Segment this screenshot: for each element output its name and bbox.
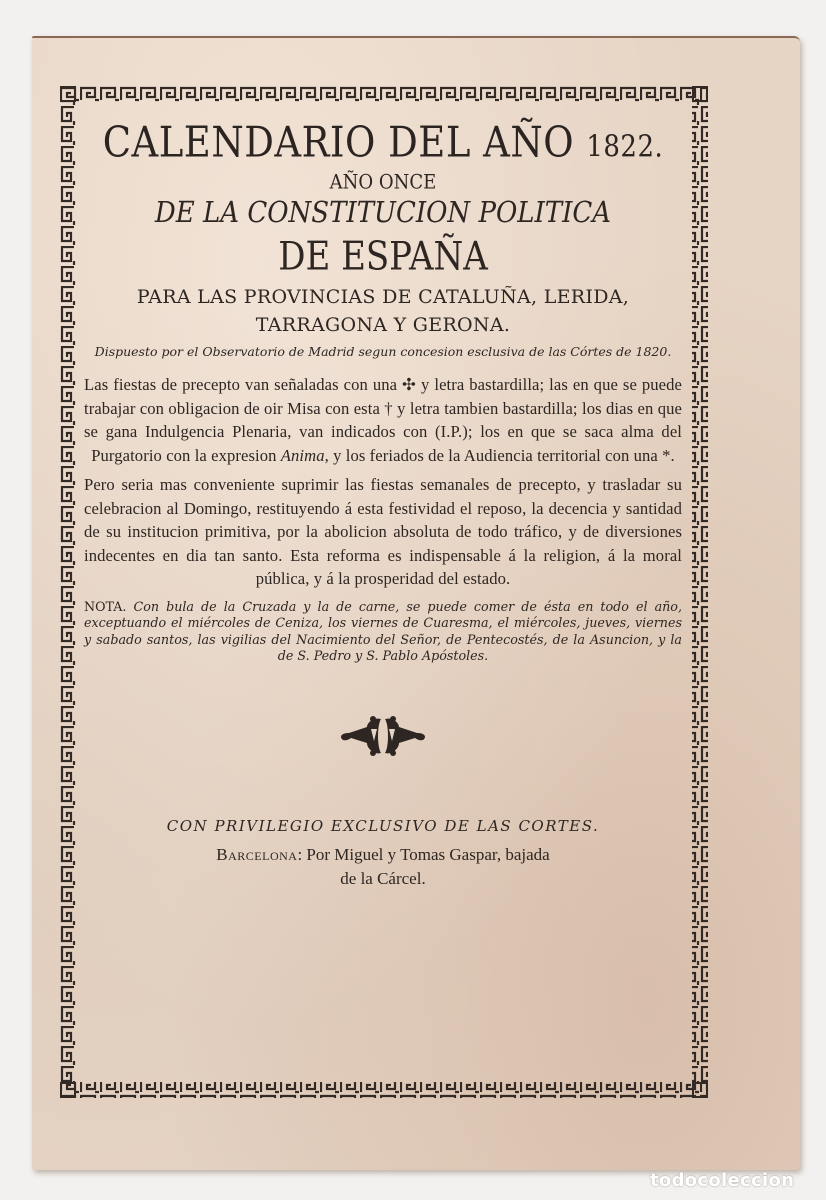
subtitle-espana: DE ESPAÑA [278, 234, 488, 280]
feast-legend-text-end: , y los feriados de la Audiencia territorial con una *. [324, 445, 675, 465]
anima-term: Anima [280, 445, 325, 465]
nota-paragraph [84, 599, 682, 665]
imprint-printer: : Por Miguel y Tomas Gaspar, bajada [297, 844, 550, 864]
title-text: CALENDARIO DEL AÑO [102, 117, 575, 167]
reform-paragraph: Pero seria mas conveniente suprimir las fiestas semanales de precepto, y trasladar su celebracion al Domingo, restituyendo á esta festividad el reposo, la decencia y santidad de su institucion primitiva, por la abolicion absoluta de todo tráfico, y de diversiones indecentes en dia tan santo. Esta reforma es indispensable á la religion, á la moral pública, y á la prosperidad del estado. [84, 475, 682, 588]
subtitle-ano-once: AÑO ONCE [329, 170, 437, 194]
imprint [84, 843, 682, 891]
nota-text: Con bula de la Cruzada y la de carne, se puede comer de ésta en todo el año, exceptuando el miércoles de Ceniza, los viernes de Cuaresma, el miércoles, jueves, viernes y sabado santos, las vigilias del Nacimiento del Señor, de Pentecostés, de la Asuncion, y la de S. Pedro y S. Pablo Apóstoles. [84, 598, 682, 664]
imprint-address: de la Cárcel. [340, 868, 426, 888]
provinces-line-2: TARRAGONA Y GERONA. [255, 314, 511, 336]
page-title [84, 119, 682, 172]
privilegio-line: CON PRIVILEGIO EXCLUSIVO DE LAS CORTES. [166, 816, 600, 835]
subtitle-constitucion: DE LA CONSTITUCION POLITICA [154, 196, 612, 230]
calendar-title-page [84, 100, 682, 891]
nota-label: NOTA. [84, 598, 127, 614]
watermark: todocoleccion [650, 1170, 795, 1191]
feast-legend-paragraph [84, 373, 682, 467]
feast-legend-text: Las fiestas de precepto van señaladas con una ✣ y letra bastardilla; las en que se puede trabajar con obligacion de oir Misa con esta † y letra tambien bastardilla; los dias en que se gana Indulgencia Plenaria, van indicados con (I.P.); los en que se saca alma del Purgatorio con la expresion [84, 375, 682, 465]
title-year: 1822. [586, 130, 664, 165]
observatorio-note: Dispuesto por el Observatorio de Madrid segun concesion esclusiva de las Córtes de 1820. [94, 344, 672, 359]
provinces-line-1: PARA LAS PROVINCIAS DE CATALUÑA, LERIDA, [136, 286, 630, 308]
imprint-city: Barcelona [216, 844, 298, 864]
fleuron-ornament-icon [337, 713, 429, 757]
